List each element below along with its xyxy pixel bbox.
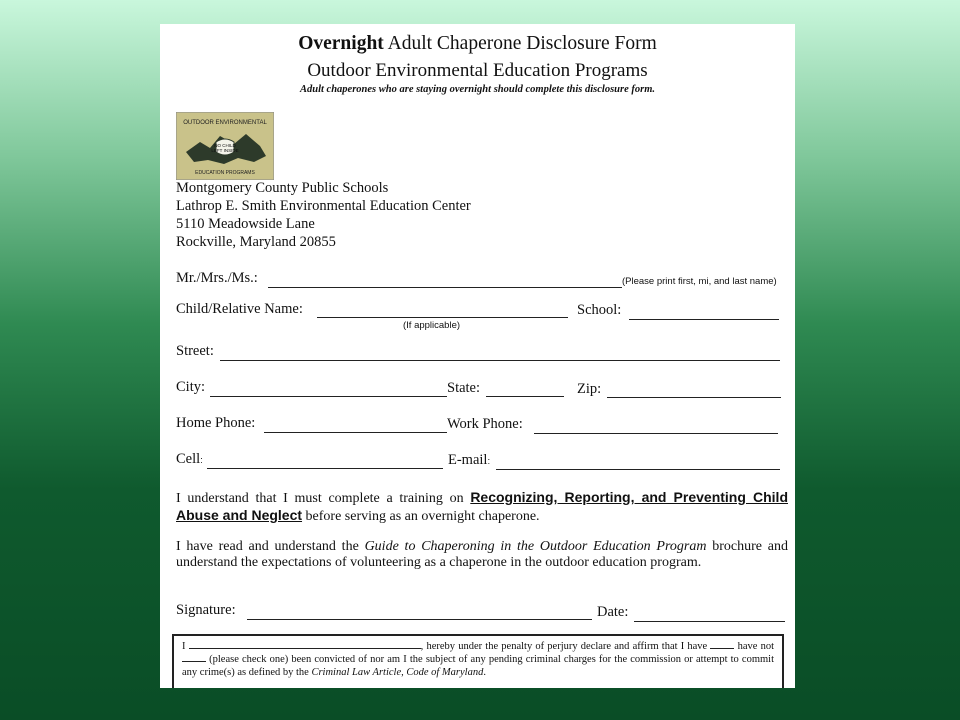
training-title: Recognizing, Reporting, and Preventing Child Abuse and Neglect [176, 489, 788, 523]
work-phone-field-line[interactable] [534, 433, 778, 434]
form-title [160, 33, 795, 55]
zip-field-line[interactable] [607, 397, 781, 398]
address-line-2: Lathrop E. Smith Environmental Education Center [176, 198, 471, 214]
signature-field-line[interactable] [247, 619, 592, 620]
zip-label: Zip: [577, 381, 602, 397]
email-label: E-mail: [448, 452, 491, 468]
child-relative-label: Child/Relative Name: [176, 301, 303, 317]
logo-center-text-2: LEFT INSIDE [211, 148, 239, 153]
school-field-line[interactable] [629, 319, 779, 320]
street-label: Street: [176, 343, 214, 359]
city-field-line[interactable] [210, 396, 447, 397]
state-field-line[interactable] [486, 396, 564, 397]
criminal-law-reference: Criminal Law Article, Code of Maryland [311, 667, 484, 678]
date-label: Date: [597, 604, 629, 620]
training-statement: I understand that I must complete a training on Recognizing, Reporting, and Preventing Child Abuse and Neglect before serving as an overnight chaperone. [176, 489, 788, 524]
street-field-line[interactable] [220, 360, 780, 361]
have-checkbox-line[interactable] [710, 648, 734, 649]
name-hint: (Please print first, mi, and last name) [622, 276, 777, 287]
logo-bottom-text: EDUCATION PROGRAMS [195, 170, 255, 176]
school-label: School: [577, 302, 622, 318]
child-relative-hint: (If applicable) [403, 320, 461, 331]
address-line-3: 5110 Meadowside Lane [176, 216, 315, 232]
city-label: City: [176, 379, 206, 395]
state-label: State: [447, 380, 481, 396]
perjury-declaration-box: I , hereby under the penalty of perjury declare and affirm that I have have not (please check one) been convicted of nor am I the subject of any pending criminal charges for the commission or attempt to commit any crime(s) as defined by the Criminal Law Article, Code of Maryland. [172, 634, 784, 688]
brochure-title: Guide to Chaperoning in the Outdoor Education Program [364, 539, 707, 554]
title-rest: Adult Chaperone Disclosure Form [387, 33, 657, 54]
child-relative-field-line[interactable] [317, 317, 568, 318]
form-subtitle-program: Outdoor Environmental Education Programs [307, 60, 648, 81]
date-field-line[interactable] [634, 621, 785, 622]
name-field-line[interactable] [268, 287, 622, 288]
home-phone-label: Home Phone: [176, 415, 256, 431]
email-field-line[interactable] [496, 469, 780, 470]
form-instructions: Adult chaperones who are staying overnight should complete this disclosure form. [300, 84, 655, 95]
home-phone-field-line[interactable] [264, 432, 447, 433]
work-phone-label: Work Phone: [447, 416, 523, 432]
logo-top-text: OUTDOOR ENVIRONMENTAL [183, 120, 267, 126]
address-line-4: Rockville, Maryland 20855 [176, 234, 336, 250]
logo-center-text-1: NO CHILD [214, 143, 236, 148]
address-line-1: Montgomery County Public Schools [176, 180, 389, 196]
cell-label: Cell: [176, 451, 203, 467]
have-not-checkbox-line[interactable] [182, 661, 206, 662]
disclosure-form-page [160, 24, 795, 688]
name-label: Mr./Mrs./Ms.: [176, 270, 258, 286]
outdoor-environmental-education-logo [176, 112, 274, 180]
school-address [176, 179, 471, 251]
signature-label: Signature: [176, 602, 236, 618]
brochure-statement: I have read and understand the Guide to Chaperoning in the Outdoor Education Program brochure and understand the expectations of volunteering as a chaperone in the outdoor education program. [176, 539, 788, 570]
title-bold-word: Overnight [298, 33, 384, 54]
cell-field-line[interactable] [207, 468, 443, 469]
declaration-name-line[interactable] [189, 648, 421, 649]
